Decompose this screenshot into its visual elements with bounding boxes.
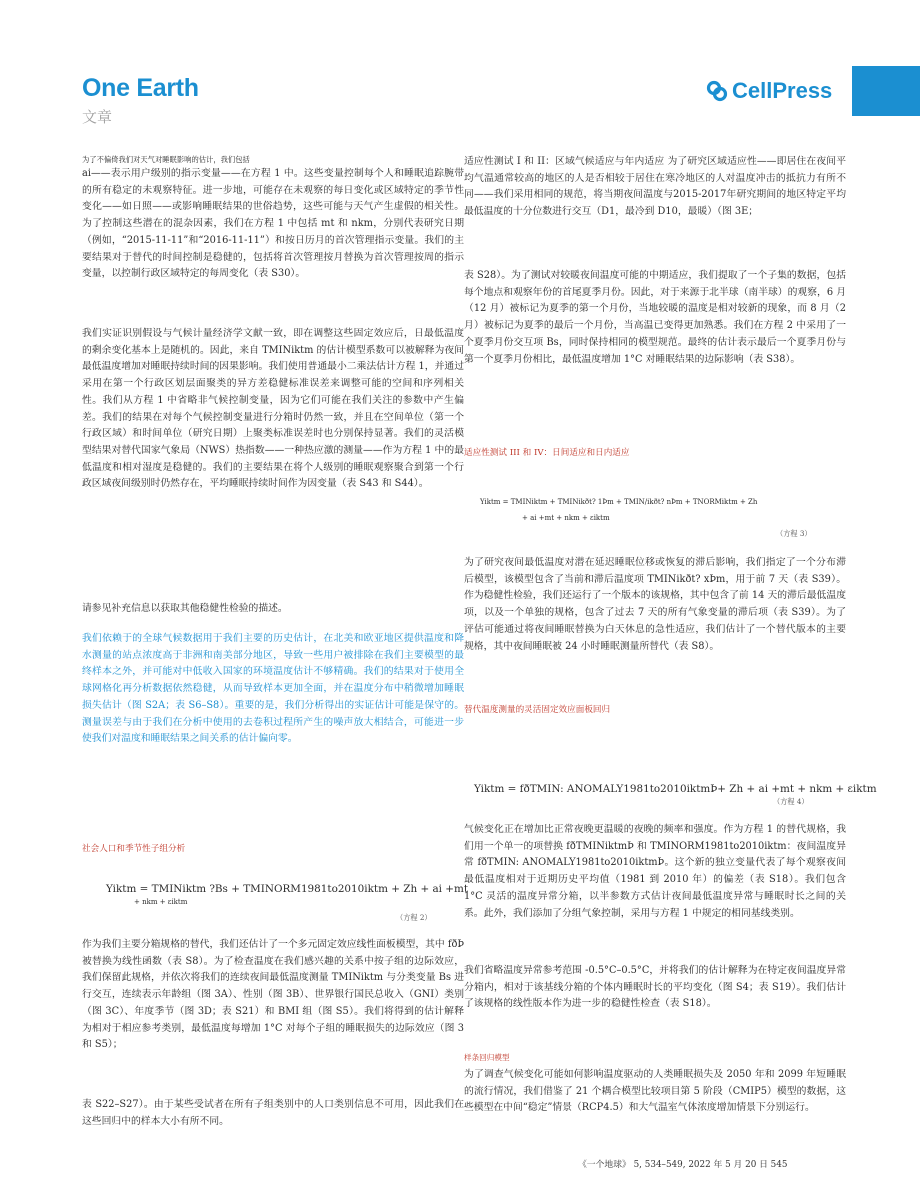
cellpress-mark-icon bbox=[706, 80, 728, 102]
equation-4-number: （方程 4） bbox=[773, 797, 809, 806]
equation-3-continuation: + ai +mt + nkm + εiktm bbox=[522, 514, 610, 522]
left-paragraph-2: 我们实证识别假设与气候计量经济学文献一致，即在调整这些固定效应后，日最低温度的剩余变化基本上是随机的。因此，来自 TMINiktm 的估计模型系数可以被解释为夜间最低温度增加对睡眠持续时间的因果影响。我们使用普通最小二乘法估计方程 1，并通过采用在第一个行政区划层面聚类的异方差稳健标准误差来调整可能的空间和序列相关性。我们从方程 1 中省略非气候控制变量，因为它们可能在我们关注的参数中产生偏差。我们的结果在对每个气候控制变量进行分箱时仍然一致，并且在空间单位（第一个行政区域）和时间单位（研究日期）上聚类标准误差时也分别保持显著。我们的灵活模型结果对替代国家气象局（NWS）热指数——一种热应激的测量——作为方程 1 中的最低温度和相对湿度是稳健的。我们的主要结果在将个人级别的睡眠观察聚合到第一个行政区域夜间级别时仍然存在，平均睡眠持续时间作为因变量（表 S43 和 S44）。 bbox=[82, 328, 464, 490]
equation-3-number: （方程 3） bbox=[776, 529, 812, 538]
journal-title: One Earth bbox=[82, 74, 199, 102]
section-heading-adaptation: 适应性测试 III 和 IV：日间适应和日内适应 bbox=[464, 448, 630, 458]
left-paragraph-1-lead: 为了不偏倚我们对天气对睡眠影响的估计，我们包括 bbox=[82, 155, 250, 164]
right-paragraph-1: 适应性测试 I 和 II：区域气候适应与年内适应 为了研究区域适应性——即居住在夜间平均气温通常较高的地区的人是否相较于居住在寒冷地区的人对温度冲击的抵抗力有所不同——我们采用相同的规范，将当期夜间温度与2015-2017年研究期间的地区特定平均最低温度的十分位数进行交互（D1，最冷到 D10，最暖）（图 3E； bbox=[464, 156, 846, 218]
left-paragraph-3: 请参见补充信息以获取其他稳健性检验的描述。 bbox=[82, 603, 288, 614]
article-type-label: 文章 bbox=[82, 109, 113, 126]
right-paragraph-6: 为了调查气候变化可能如何影响温度驱动的人类睡眠损失及 2050 年和 2099 年短睡眠的流行情况，我们借鉴了 21 个耦合模型比较项目第 5 阶段（CMIP5）模型的数据，这些模型在中间“稳定”情景（RCP4.5）和大气温室气体浓度增加情景下分别运行。 bbox=[464, 1069, 846, 1114]
left-paragraph-6: 表 S22–S27）。由于某些受试者在所有子组类别中的人口类别信息不可用，因此我们在这些回归中的样本大小有所不同。 bbox=[82, 1099, 464, 1127]
right-paragraph-5: 我们省略温度异常参考范围 -0.5°C–0.5°C，并将我们的估计解释为在特定夜间温度异常分箱内，相对于该基线分箱的个体内睡眠时长的平均变化（图 S4；表 S19）。我们估计了该规格的线性版本作为进一步的稳健性检查（表 S18）。 bbox=[464, 965, 846, 1010]
left-paragraph-4: 我们依赖于的全球气候数据用于我们主要的历史估计，在北美和欧亚地区提供温度和降水测量的站点浓度高于非洲和南美部分地区，导致一些用户被排除在我们主要模型的最终样本之外，并可能对中低收入国家的环境温度估计不够精确。我们的结果对于使用全球网格化再分析数据依然稳健，从而导致样本更加全面，并在温度分布中稍微增加睡眠损失估计（图 S2A；表 S6–S8）。重要的是，我们分析得出的实证估计可能是保守的。测量误差与由于我们在分析中使用的去卷积过程所产生的噪声放大相结合，可能进一步使我们对温度和睡眠结果之间关系的估计偏向零。 bbox=[82, 633, 464, 745]
publisher-logo bbox=[706, 78, 832, 104]
equation-3: Yiktm = TMINiktm + TMINikðt? 1Þm + TMIN/ikðt? nÞm + TNORMiktm + Zh bbox=[480, 498, 758, 506]
page-footer-citation: 《一个地球》 5, 534–549, 2022 年 5 月 20 日 545 bbox=[578, 1160, 788, 1170]
equation-4: Yiktm = fðTMIN: ANOMALY1981to2010iktmÞ+ Zh + ai +mt + nkm + εiktm bbox=[474, 783, 877, 795]
left-paragraph-1: ai——表示用户级别的指示变量——在方程 1 中。这些变量控制每个人和睡眠追踪腕带的所有稳定的未观察特征。进一步地，可能存在未观察的每日变化或区域特定的季节性变化——如日照——或影响睡眠结果的世俗趋势，这些可能与天气产生虚假的相关性。为了控制这些潜在的混杂因素，我们在方程 1 中包括 mt 和 nkm，分别代表研究日期（例如，“2015-11-11”和“2016-11-11”）和按日历月的首次管理指示变量。我们的主要结果对于替代的时间控制是稳健的，包括将首次管理按月替换为首次管理按周的指示变量，以控制行政区域特定的每周变化（表 S30）。 bbox=[82, 168, 464, 280]
equation-2-number: （方程 2） bbox=[396, 913, 432, 922]
left-paragraph-5: 作为我们主要分箱规格的替代，我们还估计了一个多元固定效应线性面板模型，其中 fðÞ 被替换为线性函数（表 S8）。为了检查温度在我们感兴趣的关系中按子组的边际效应，我们保留此规格，并依次将我们的连续夜间最低温度测量 TMINiktm 与分类变量 Bs 进行交互，连续表示年龄组（图 3A）、性别（图 3B）、世界银行国民总收入（GNI）类别（图 3C）、年度季节（图 3D；表 S21）和 BMI 组（图 S5）。我们将得到的估计解释为相对于相应参考类别，最低温度每增加 1°C 对每个子组的睡眠损失的边际效应（图 3 和 S5）； bbox=[82, 939, 464, 1051]
section-heading-alt-measure: 替代温度测量的灵活固定效应面板回归 bbox=[464, 705, 611, 715]
publisher-name: CellPress bbox=[732, 78, 833, 103]
equation-2-continuation: + nkm + εiktm bbox=[134, 898, 188, 906]
section-heading-subgroup: 社会人口和季节性子组分析 bbox=[82, 844, 186, 854]
section-heading-spline: 样条回归模型 bbox=[464, 1053, 510, 1062]
right-paragraph-4: 气候变化正在增加比正常夜晚更温暖的夜晚的频率和强度。作为方程 1 的替代规格，我们用一个单一的项替换 fðTMINiktmÞ 和 TMINORM1981to2010iktm：夜间温度异常 fðTMIN: ANOMALY1981to2010iktmÞ。这个新的独立变量代表了每个观察夜间最低温度相对于近期历史平均值（1981 到 2010 年）的偏差（表 S18）。我们包含 1°C 灵活的温度异常分箱，以半参数方式估计夜间最低温度异常与睡眠时长之间的关系。此外，我们添加了分组气象控制，采用与方程 1 中规定的相同基线类别。 bbox=[464, 824, 846, 919]
right-paragraph-3: 为了研究夜间最低温度对潜在延迟睡眠位移或恢复的滞后影响，我们指定了一个分布滞后模型，该模型包含了当前和滞后温度项 TMINikðt? xÞm，用于前 7 天（表 S39）。作为稳健性检验，我们还运行了一个版本的该规格，其中包含了前 14 天的滞后最低温度项，以及一个单独的规格，包含了过去 7 天的所有气象变量的滞后项（表 S39）。为了评估可能通过将夜间睡眠替换为白天休息的急性适应，我们估计了一个替代版本的主要规格，其中夜间睡眠被 24 小时睡眠测量所替代（表 S8）。 bbox=[464, 557, 846, 652]
right-paragraph-2: 表 S28）。为了测试对较暖夜间温度可能的中期适应，我们提取了一个子集的数据，包括每个地点和观察年份的首尾夏季月份。因此，对于来源于北半球（南半球）的观察，6 月（12 月）被标记为夏季的第一个月份，当地较暖的温度是相对较新的现象，而 8 月（2 月）被标记为夏季的最后一个月份，当高温已变得更加熟悉。我们在方程 2 中采用了一个夏季月份交互项 Bs，同时保持相同的模型规范。最终的估计表示最后一个夏季月份与第一个夏季月份相比，最低温度增加 1°C 对睡眠结果的边际影响（表 S38）。 bbox=[464, 270, 846, 365]
page-corner-tab bbox=[852, 66, 920, 116]
equation-2: Yiktm = TMINiktm ?Bs + TMINORM1981to2010iktm + Zh + ai +mt bbox=[106, 883, 469, 895]
